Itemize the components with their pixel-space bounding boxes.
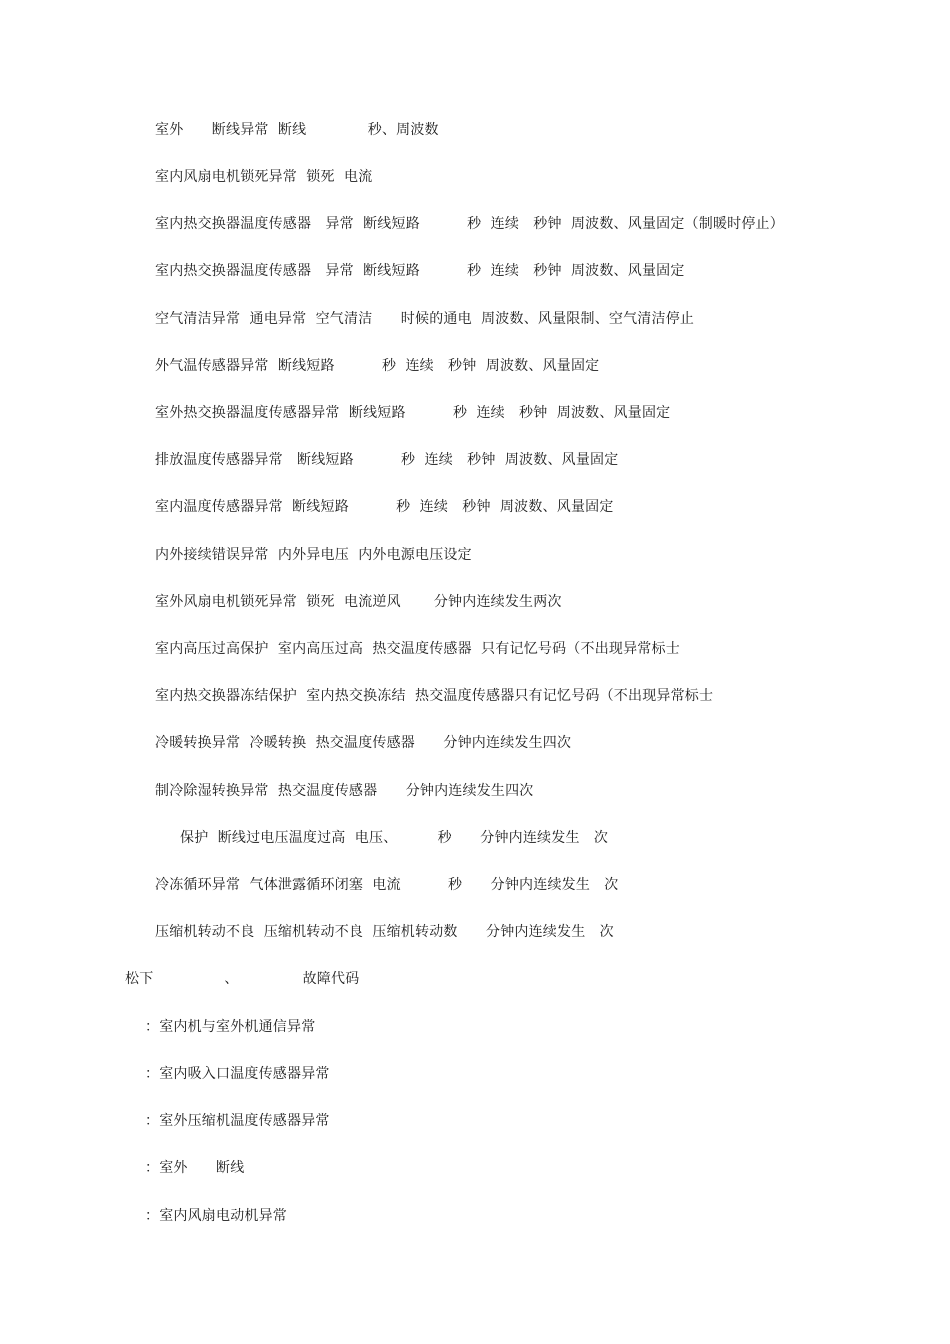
text-line: 室外热交换器温度传感器异常 断线短路 秒 连续 秒钟 周波数、风量固定 xyxy=(155,405,671,421)
fault-code-item: ：室外压缩机温度传感器异常 xyxy=(145,1113,330,1129)
text-line: 室外风扇电机锁死异常 锁死 电流逆风 分钟内连续发生两次 xyxy=(155,594,562,610)
text-line: 冷暖转换异常 冷暖转换 热交温度传感器 分钟内连续发生四次 xyxy=(155,735,572,751)
text-line: 室内热交换器温度传感器 异常 断线短路 秒 连续 秒钟 周波数、风量固定 xyxy=(155,263,685,279)
section-heading: 松下 、 故障代码 xyxy=(125,971,360,987)
text-line: 空气清洁异常 通电异常 空气清洁 时候的通电 周波数、风量限制、空气清洁停止 xyxy=(155,311,695,327)
fault-code-item: ：室内吸入口温度传感器异常 xyxy=(145,1066,330,1082)
fault-code-item: ：室内风扇电动机异常 xyxy=(145,1208,287,1224)
text-line: 室外 断线异常 断线 秒、周波数 xyxy=(155,122,439,138)
text-line: 排放温度传感器异常 断线短路 秒 连续 秒钟 周波数、风量固定 xyxy=(155,452,619,468)
text-line: 外气温传感器异常 断线短路 秒 连续 秒钟 周波数、风量固定 xyxy=(155,358,600,374)
fault-code-item: ：室内机与室外机通信异常 xyxy=(145,1019,316,1035)
text-line: 压缩机转动不良 压缩机转动不良 压缩机转动数 分钟内连续发生 次 xyxy=(155,924,614,940)
text-line: 制冷除湿转换异常 热交温度传感器 分钟内连续发生四次 xyxy=(155,783,534,799)
text-line: 冷冻循环异常 气体泄露循环闭塞 电流 秒 分钟内连续发生 次 xyxy=(155,877,619,893)
text-line: 室内温度传感器异常 断线短路 秒 连续 秒钟 周波数、风量固定 xyxy=(155,499,614,515)
text-line: 室内高压过高保护 室内高压过高 热交温度传感器 只有记忆号码（不出现异常标士 xyxy=(155,641,680,657)
text-line: 室内热交换器温度传感器 异常 断线短路 秒 连续 秒钟 周波数、风量固定（制暖时停止） xyxy=(155,216,784,232)
text-line: 内外接续错误异常 内外异电压 内外电源电压设定 xyxy=(155,547,472,563)
text-line: 室内风扇电机锁死异常 锁死 电流 xyxy=(155,169,373,185)
text-line: 保护 断线过电压温度过高 电压、 秒 分钟内连续发生 次 xyxy=(180,830,609,846)
text-line: 室内热交换器冻结保护 室内热交换冻结 热交温度传感器只有记忆号码（不出现异常标士 xyxy=(155,688,714,704)
fault-code-item: ：室外 断线 xyxy=(145,1160,245,1176)
